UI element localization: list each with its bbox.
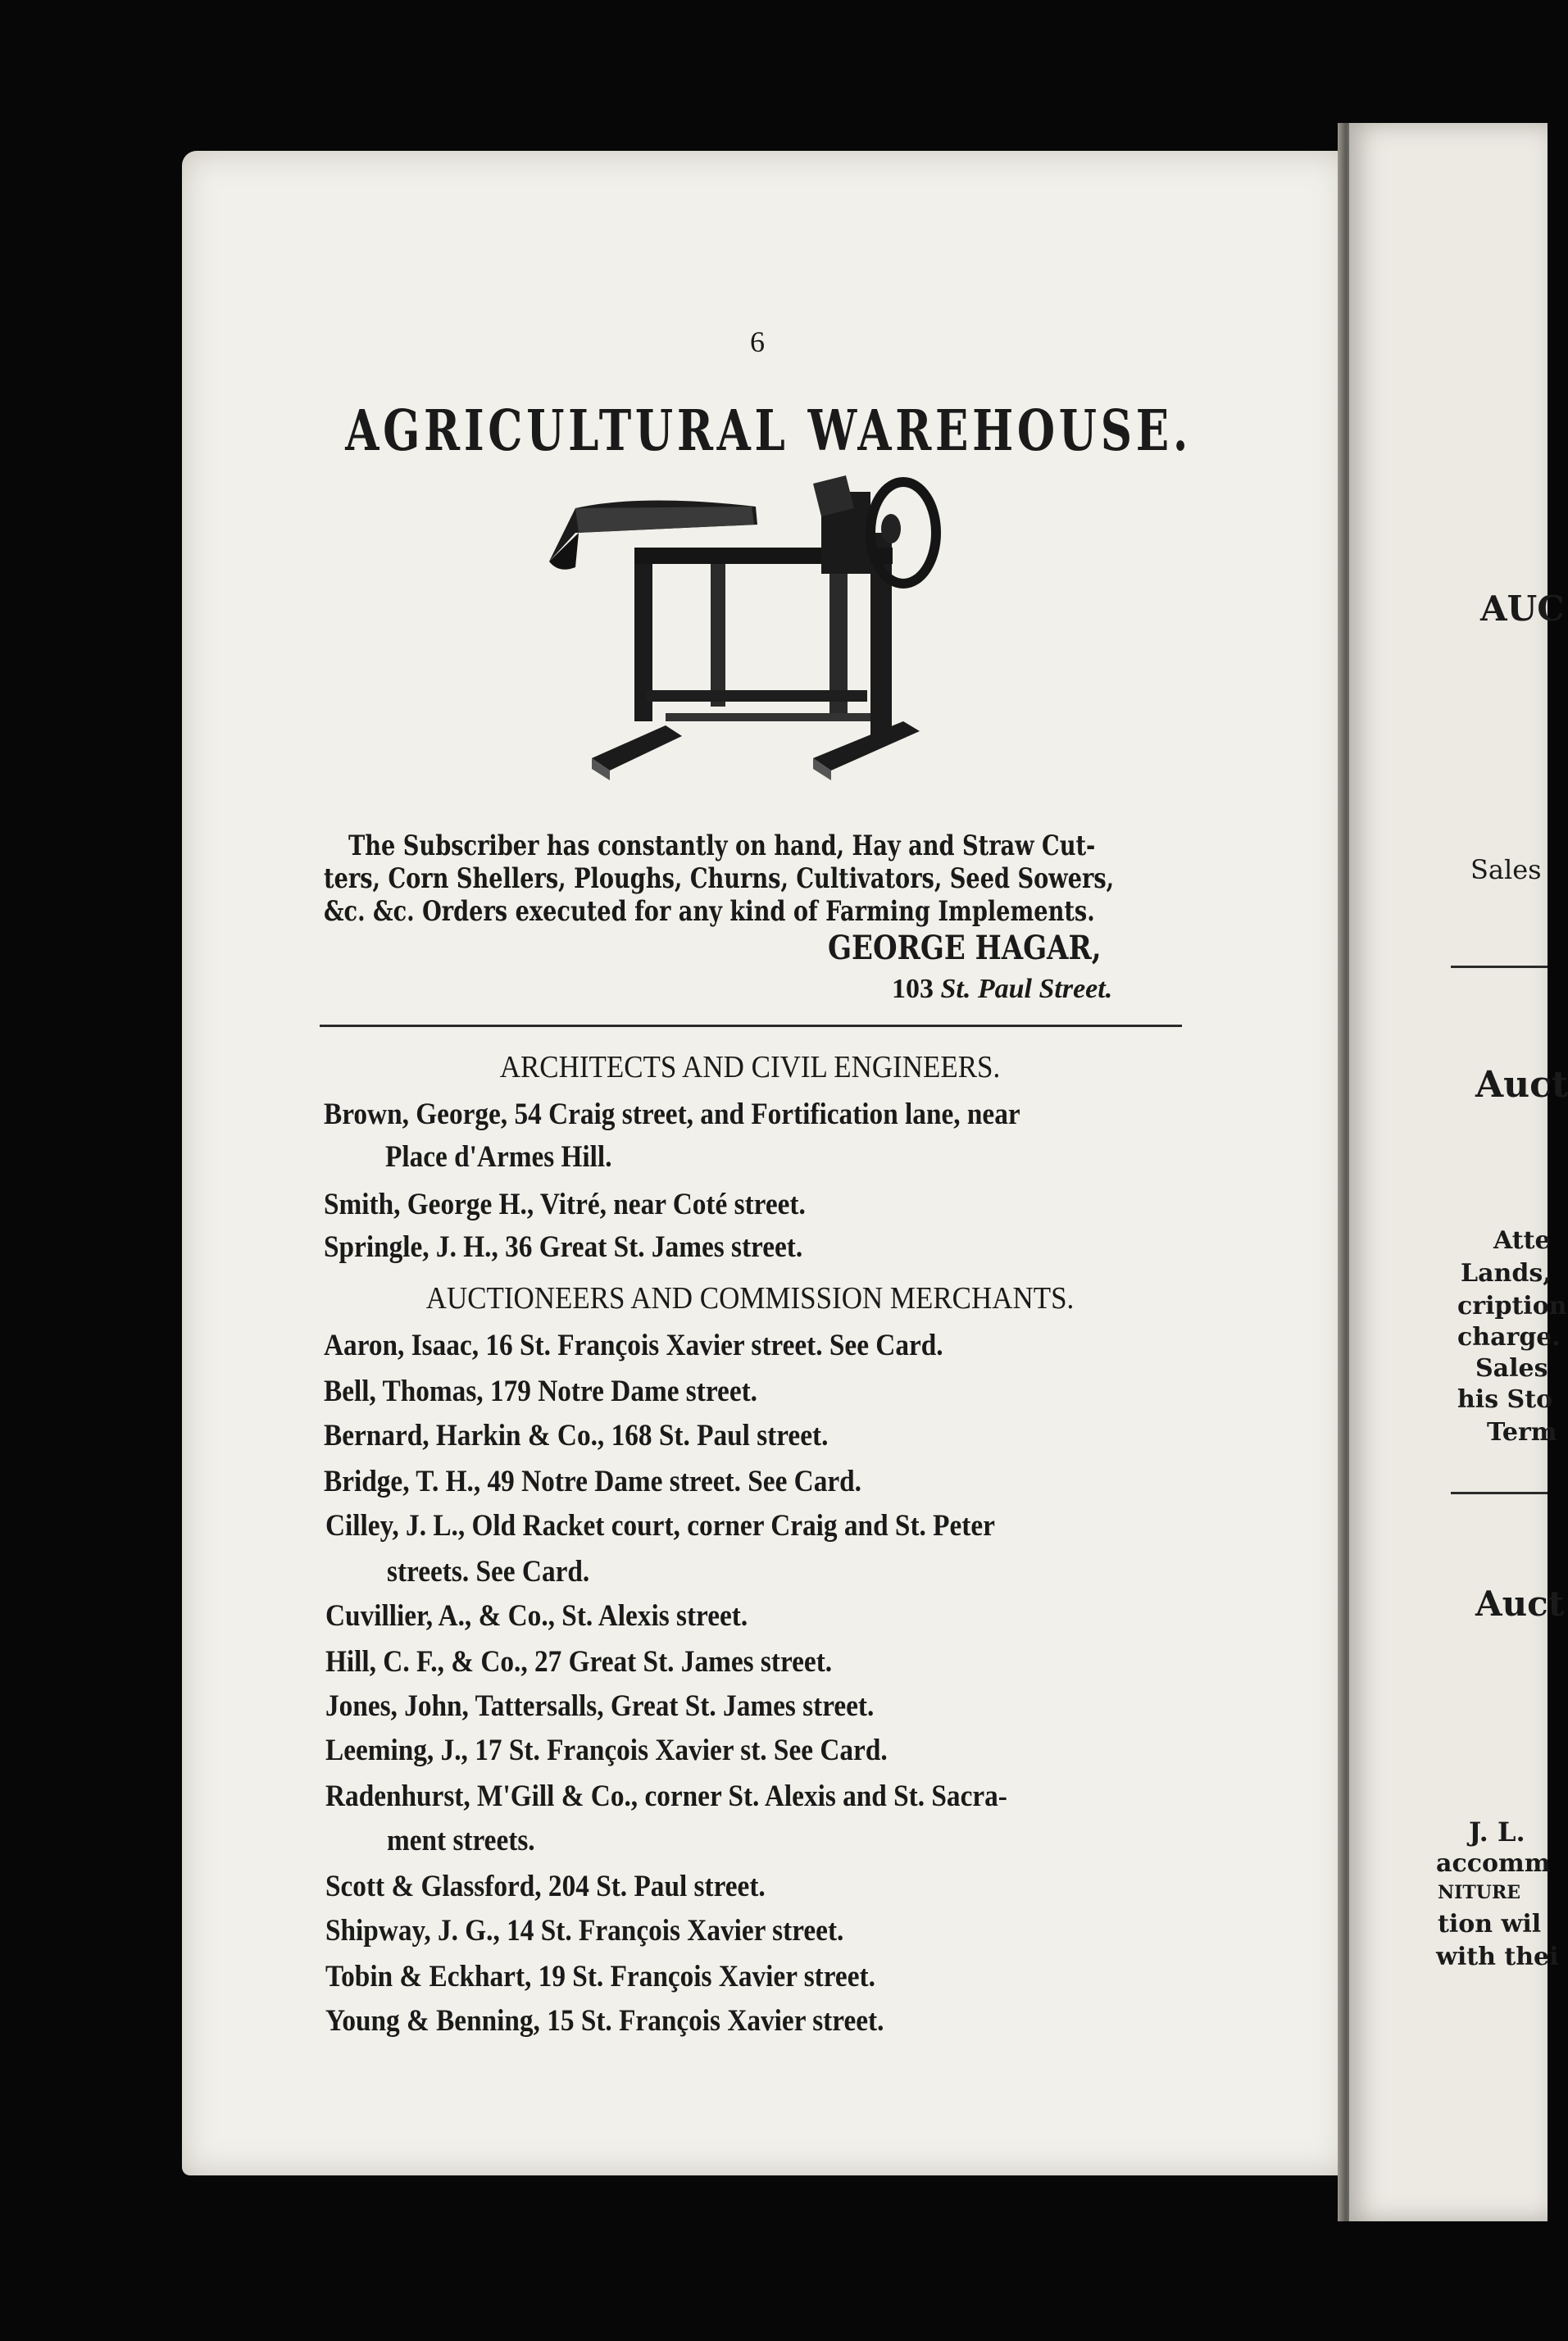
right-page-divider [1451,1492,1548,1494]
directory-entry: ment streets. [387,1824,535,1857]
right-page-fragment: Lands, [1461,1259,1552,1288]
directory-entry: Brown, George, 54 Craig street, and Fortification lane, near [324,1098,1020,1131]
directory-entry: Jones, John, Tattersalls, Great St. James street. [325,1689,875,1723]
right-page-fragment: AUC [1480,589,1565,629]
advertisement-line: &c. &c. Orders executed for any kind of Farming Implements. [324,895,1095,928]
directory-entry: Scott & Glassford, 204 St. Paul street. [325,1870,766,1903]
right-page-fragment: charge. [1457,1323,1561,1352]
directory-entry: Radenhurst, M'Gill & Co., corner St. Alexis and St. Sacra- [325,1780,1007,1813]
right-page-fragment: his Sto [1457,1385,1553,1414]
right-page-fragment: J. L. [1469,1816,1525,1848]
advertiser-address [892,974,1112,1005]
directory-entry: Hill, C. F., & Co., 27 Great St. James street. [325,1645,833,1679]
section-heading: AUCTIONEERS AND COMMISSION MERCHANTS. [425,1281,1075,1316]
right-page-fragment: with thei [1436,1943,1559,1971]
directory-entry: Young & Benning, 15 St. François Xavier street. [325,2004,884,2038]
section-heading: ARCHITECTS AND CIVIL ENGINEERS. [499,1050,1001,1084]
right-page-fragment: Sales [1475,1354,1548,1383]
directory-entry: Bernard, Harkin & Co., 168 St. Paul street. [324,1419,829,1452]
directory-entry: Cuvillier, A., & Co., St. Alexis street. [325,1599,748,1633]
directory-entry: Cilley, J. L., Old Racket court, corner Craig and St. Peter [325,1509,995,1543]
section-divider [320,1025,1182,1027]
directory-entry: Springle, J. H., 36 Great St. James street. [324,1230,803,1264]
right-page-fragment: accomm [1436,1849,1551,1878]
directory-entry: Bridge, T. H., 49 Notre Dame street. See Card. [324,1465,862,1498]
right-page-fragment: Sales [1470,854,1542,885]
directory-entry: Smith, George H., Vitré, near Coté street. [324,1188,806,1221]
directory-entry: Place d'Armes Hill. [385,1140,612,1174]
advertisement-line: ters, Corn Shellers, Ploughs, Churns, Cultivators, Seed Sowers, [324,862,1115,895]
right-page-fragment: Atte [1493,1226,1551,1255]
right-page-fragment: tion wil [1438,1910,1542,1939]
right-page-fragment: NITURE [1438,1882,1521,1903]
directory-entry: streets. See Card. [387,1555,590,1589]
right-page-fragment: Term [1487,1418,1557,1447]
right-page-divider [1451,966,1548,968]
right-page [1349,123,1551,2221]
directory-entry: Tobin & Eckhart, 19 St. François Xavier street. [325,1960,875,1993]
directory-entry: Leeming, J., 17 St. François Xavier st. See Card. [325,1734,888,1767]
advertisement-line: The Subscriber has constantly on hand, Hay and Straw Cut- [348,830,1096,862]
address-number: 103 [892,974,934,1004]
advertiser-name: GEORGE HAGAR, [828,929,1102,967]
page-title: AGRICULTURAL WAREHOUSE. [345,398,1192,464]
page-number: 6 [750,325,765,358]
directory-entry: Bell, Thomas, 179 Notre Dame street. [324,1375,758,1408]
directory-entry: Aaron, Isaac, 16 St. François Xavier street. See Card. [324,1329,943,1362]
straw-cutter-machine-icon [543,475,969,811]
directory-entry: Shipway, J. G., 14 St. François Xavier street. [325,1914,844,1948]
right-page-fragment: Auct [1475,1584,1565,1624]
right-page-fragment: cription [1457,1292,1567,1321]
address-street: St. Paul Street. [940,974,1113,1004]
right-page-fragment: Auct [1475,1064,1568,1106]
